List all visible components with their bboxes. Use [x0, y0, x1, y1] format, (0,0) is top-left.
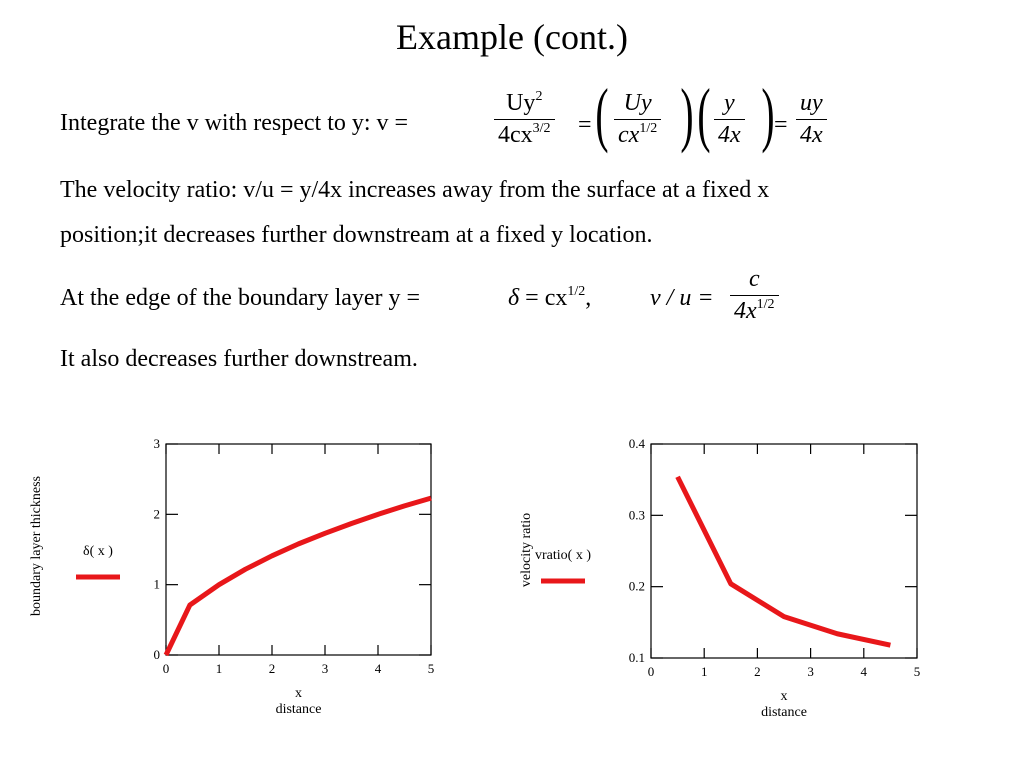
fraction-denominator — [730, 295, 779, 325]
boundary-layer-chart — [20, 430, 460, 750]
y-axis-label: boundary layer thickness — [29, 476, 44, 616]
x-tick-label: 4 — [374, 661, 382, 676]
right-paren: ) — [761, 74, 775, 154]
x-axis-label: distance — [275, 702, 322, 717]
boundary-edge-text: At the edge of the boundary layer y = — [60, 285, 421, 311]
numerator-exponent: 2 — [535, 89, 543, 104]
y-tick-label: 3 — [153, 436, 160, 451]
x-tick-label: 2 — [754, 664, 761, 679]
fraction-uy-over-4x — [796, 90, 827, 149]
x-tick-label: 1 — [700, 664, 708, 679]
x-tick-label: 5 — [913, 664, 921, 679]
fraction-numerator: c — [748, 266, 760, 292]
series-line — [166, 498, 431, 655]
y-tick-label: 0 — [153, 647, 160, 662]
fraction-uy-over-cx — [614, 90, 661, 149]
x-tick-label: 4 — [860, 664, 868, 679]
fraction-y-over-4x — [714, 90, 745, 149]
equals-sign: = — [578, 112, 592, 138]
y-axis-label: velocity ratio — [519, 512, 534, 588]
fraction-numerator: y — [724, 90, 735, 116]
fraction-denominator: 4x — [714, 119, 745, 149]
x-axis-label: x — [295, 686, 302, 701]
y-tick-label: 0.2 — [628, 578, 645, 594]
velocity-ratio-text: The velocity ratio: v/u = y/4x increases away from the surface at a fixed x — [60, 177, 770, 203]
v-over-u-text: v / u = — [650, 285, 714, 311]
x-tick-label: 0 — [647, 664, 655, 679]
equals-sign: = — [525, 285, 539, 311]
velocity-ratio-chart — [510, 430, 950, 750]
right-paren: ) — [680, 74, 694, 154]
fraction-denominator: 4x — [796, 119, 827, 149]
left-paren: ( — [697, 74, 711, 154]
legend-label: vratio( x ) — [535, 548, 591, 563]
fraction-numerator: uy — [800, 90, 823, 116]
y-tick-label: 2 — [153, 506, 160, 522]
also-decreases-text: It also decreases further downstream. — [60, 346, 418, 372]
legend-label: δ( x ) — [83, 544, 113, 559]
numerator-text: Uy — [506, 90, 536, 116]
x-tick-label: 3 — [321, 661, 329, 676]
edge-expression — [508, 285, 591, 312]
y-tick-label: 1 — [153, 576, 160, 592]
y-tick-label: 0.1 — [628, 650, 645, 665]
fraction-denominator — [494, 119, 555, 149]
fraction-denominator — [614, 119, 661, 149]
fraction-c-over-4x — [730, 266, 779, 325]
denominator-text: 4x — [734, 298, 757, 324]
series-line — [678, 477, 891, 645]
x-axis-label: distance — [761, 705, 807, 720]
denominator-exponent: 3/2 — [532, 121, 551, 136]
denominator-text: cx — [618, 122, 640, 148]
fraction-numerator — [494, 90, 555, 119]
denominator-text: 4cx — [498, 122, 533, 148]
cx-text: cx — [544, 285, 568, 311]
integrate-text: Integrate the v with respect to y: v = — [60, 110, 409, 136]
y-tick-label: 0.3 — [628, 507, 645, 523]
x-tick-label: 3 — [807, 664, 814, 679]
y-tick-label: 0.4 — [628, 436, 645, 451]
x-axis-label: x — [780, 689, 788, 704]
x-tick-label: 2 — [268, 661, 276, 676]
denominator-exponent: 1/2 — [639, 121, 658, 136]
plot-frame — [651, 444, 917, 658]
plot-frame — [166, 444, 431, 655]
comma: , — [585, 285, 592, 311]
decreases-text: position;it decreases further downstream at a fixed y location. — [60, 222, 653, 248]
x-tick-label: 5 — [427, 661, 435, 676]
fraction-uy2-over-4cx — [494, 90, 555, 149]
cx-exponent: 1/2 — [567, 284, 586, 299]
slide-title: Example (cont.) — [396, 17, 628, 57]
x-tick-label: 0 — [162, 661, 170, 676]
fraction-numerator: Uy — [623, 90, 652, 116]
denominator-exponent: 1/2 — [756, 297, 775, 312]
delta-symbol: δ — [508, 285, 520, 311]
x-tick-label: 1 — [215, 661, 223, 676]
equals-sign: = — [774, 112, 788, 138]
left-paren: ( — [595, 74, 609, 154]
